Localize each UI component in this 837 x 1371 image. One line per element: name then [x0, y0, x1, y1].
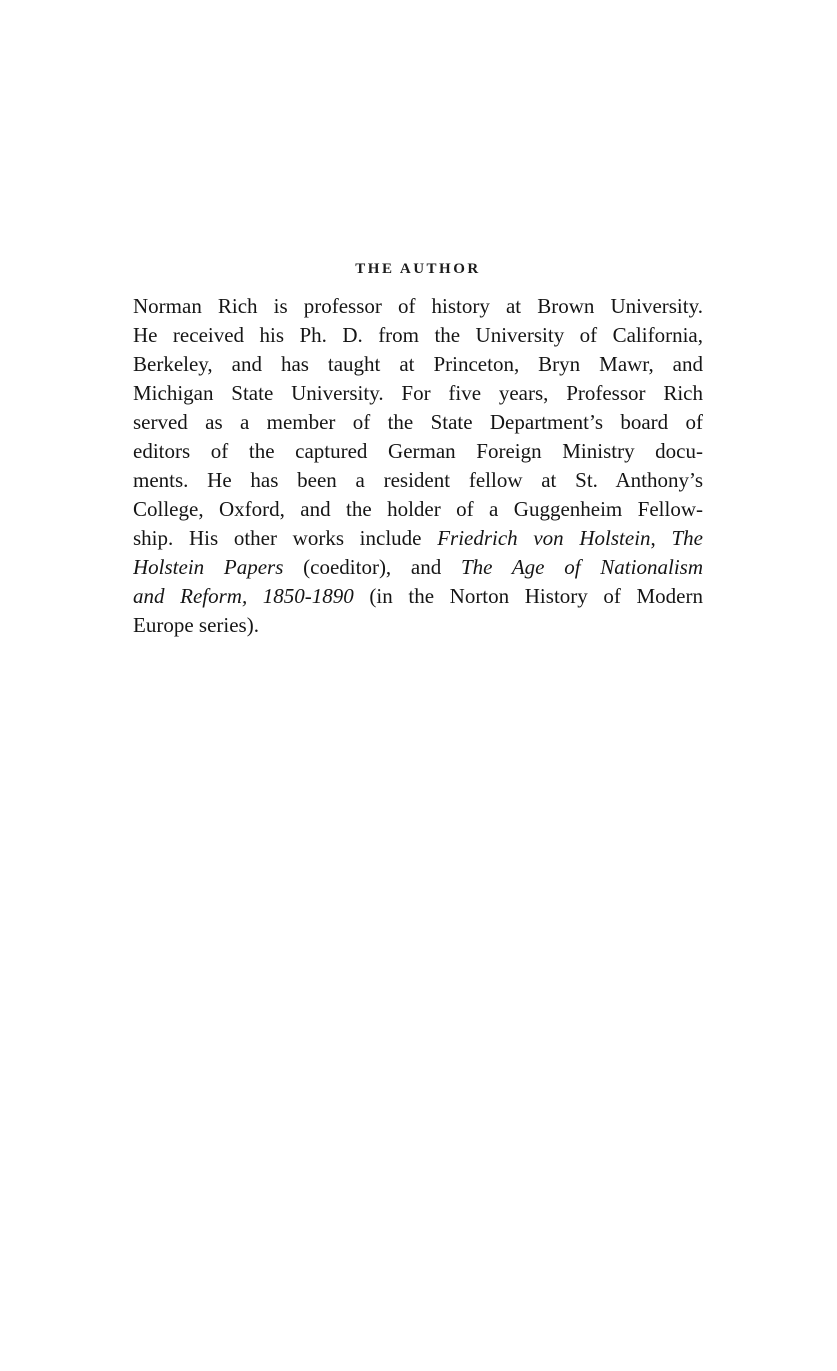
text-line	[133, 582, 703, 611]
text-segment: College, Oxford, and the holder of a Guggenheim Fellow-	[133, 497, 703, 521]
book-title: The Age of Nationalism	[460, 555, 703, 579]
text-segment: Norman Rich is professor of history at Brown University.	[133, 294, 703, 318]
book-title: and Reform, 1850-1890	[133, 584, 354, 608]
author-paragraph	[133, 292, 703, 640]
text-line	[133, 437, 703, 466]
text-line	[133, 466, 703, 495]
text-segment: He received his Ph. D. from the University of California,	[133, 323, 703, 347]
text-segment: editors of the captured German Foreign Ministry docu-	[133, 439, 703, 463]
text-line	[133, 379, 703, 408]
text-line	[133, 524, 703, 553]
text-segment: Europe series).	[133, 613, 259, 637]
book-title: Holstein Papers	[133, 555, 284, 579]
author-section	[133, 261, 703, 640]
text-line	[133, 321, 703, 350]
text-line	[133, 292, 703, 321]
text-segment: served as a member of the State Department’s board of	[133, 410, 703, 434]
text-line	[133, 408, 703, 437]
text-segment: ship. His other works include	[133, 526, 438, 550]
text-line	[133, 350, 703, 379]
text-segment: Berkeley, and has taught at Princeton, Bryn Mawr, and	[133, 352, 703, 376]
text-line	[133, 495, 703, 524]
text-segment: Michigan State University. For five years, Professor Rich	[133, 381, 703, 405]
text-segment: ments. He has been a resident fellow at St. Anthony’s	[133, 468, 703, 492]
book-title: Friedrich von Holstein	[437, 526, 651, 550]
text-segment: ,	[650, 526, 672, 550]
text-line	[133, 553, 703, 582]
text-line	[133, 611, 703, 640]
section-heading: THE AUTHOR	[355, 261, 481, 277]
text-segment: (in the Norton History of Modern	[353, 584, 703, 608]
text-segment: (coeditor), and	[283, 555, 461, 579]
book-title: The	[671, 526, 703, 550]
